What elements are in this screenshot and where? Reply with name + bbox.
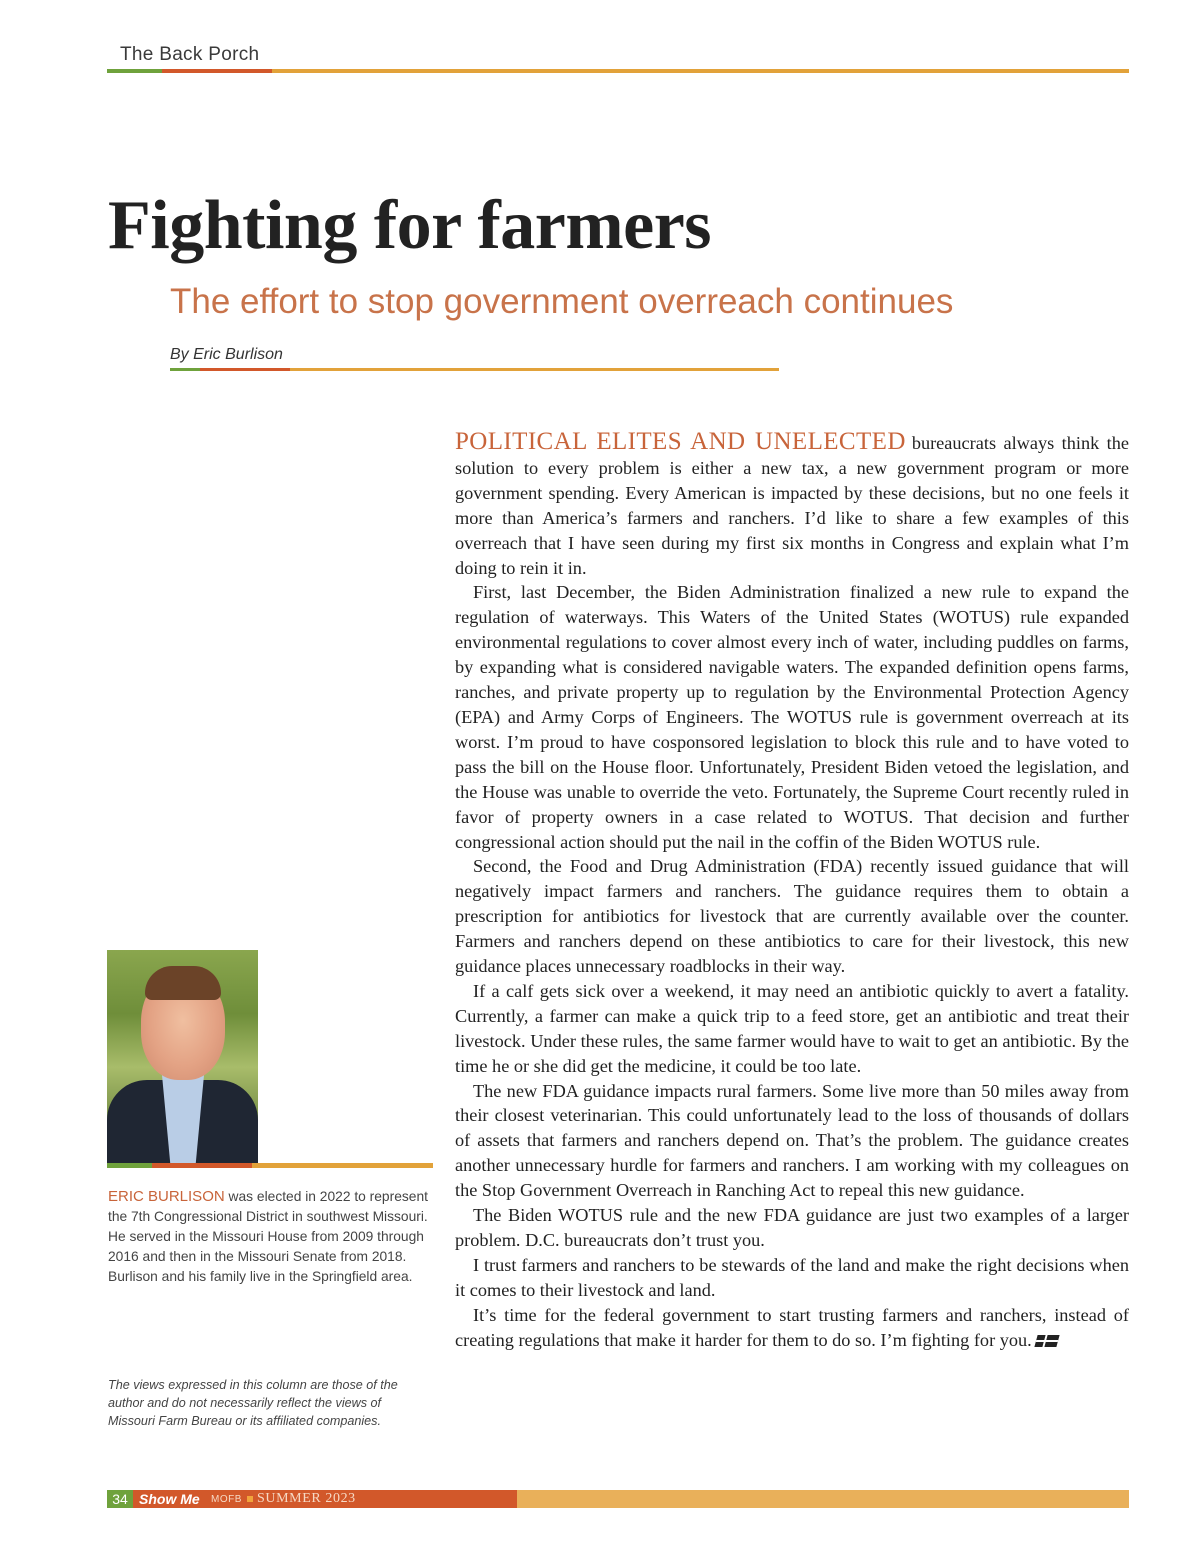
photo-rule <box>107 1163 433 1168</box>
paragraph-8-text: It’s time for the federal government to start trusting farmers and ranchers, instead of creating regulations that make it harder for them to do so. I’m fighting for you. <box>455 1304 1129 1350</box>
issue-label: SUMMER 2023 <box>257 1491 356 1506</box>
byline: By Eric Burlison <box>170 346 283 363</box>
byline-rule <box>170 368 779 371</box>
publisher: MOFB <box>211 1494 242 1505</box>
section-label: The Back Porch <box>120 44 260 65</box>
article-body <box>455 430 1129 1353</box>
magazine-name: Show Me <box>139 1491 200 1507</box>
header-rule <box>107 69 1129 73</box>
paragraph-6: The Biden WOTUS rule and the new FDA guidance are just two examples of a larger problem. D.C. bureaucrats don’t trust you. <box>455 1205 1129 1250</box>
paragraph-2: First, last December, the Biden Administration finalized a new rule to expand the regulation of waterways. This Waters of the United States (WOTUS) rule expanded environmental regulations to cover almost every inch of water, including puddles on farms, by expanding what is considered navigable waters. The expanded definition opens farms, ranches, and private property up to regulation by the Environmental Protection Agency (EPA) and Army Corps of Engineers. The WOTUS rule is government overreach at its worst. I’m proud to have cosponsored legislation to block this rule and to have voted to pass the bill on the House floor. Unfortunately, President Biden vetoed the legislation, and the House was unable to override the veto. Fortunately, the Supreme Court recently ruled in favor of property owners in a case related to WOTUS. That decision and further congressional action should put the nail in the coffin of the Biden WOTUS rule. <box>455 582 1129 852</box>
disclaimer: The views expressed in this column are those of the author and do not necessarily reflect the views of Missouri Farm Bureau or its affiliated companies. <box>108 1378 398 1428</box>
bio-name: ERIC BURLISON <box>108 1188 225 1205</box>
paragraph-3: Second, the Food and Drug Administration (FDA) recently issued guidance that will negatively impact farmers and ranchers. The guidance requires them to obtain a prescription for antibiotics for livestock that are currently available over the counter. Farmers and ranchers depend on these antibiotics to care for their livestock, this new guidance places unnecessary roadblocks in their way. <box>455 856 1129 977</box>
page-number: 34 <box>107 1490 133 1508</box>
article-title: Fighting for farmers <box>108 187 712 264</box>
paragraph-1-text: bureaucrats always think the solution to every problem is either a new tax, a new government program or more government spending. Every American is impacted by these decisions, but no one feels it more than America’s farmers and ranchers. I’d like to share a few examples of this overreach that I have seen during my first six months in Congress and explain what I’m doing to rein it in. <box>455 433 1129 578</box>
author-photo <box>107 950 258 1163</box>
paragraph-5: The new FDA guidance impacts rural farmers. Some live more than 50 miles away from their closest veterinarian. This could unfortunately lead to the loss of thousands of dollars of assets that farmers and ranchers depend on. That’s the problem. The guidance creates another unnecessary hurdle for farmers and ranchers. I am working with my colleagues on the Stop Government Overreach in Ranching Act to repeal this new guidance. <box>455 1080 1129 1201</box>
paragraph-7: I trust farmers and ranchers to be stewards of the land and make the right decisions when it comes to their livestock and land. <box>455 1254 1129 1300</box>
separator-square-icon <box>247 1496 253 1502</box>
footer-bar <box>107 1490 1129 1508</box>
farm-bureau-logo-icon <box>1034 1335 1059 1347</box>
paragraph-8 <box>455 1303 1129 1353</box>
paragraph-4: If a calf gets sick over a weekend, it may need an antibiotic quickly to avert a fatality. Currently, a farmer can make a quick trip to a feed store, get an antibiotic and treat their livestock. Under these rules, the same farmer would have to wait to get an antibiotic. By the time he or she did get the medicine, it could be too late. <box>455 980 1129 1076</box>
author-bio <box>108 1187 436 1287</box>
footer-magazine-block <box>133 1490 517 1508</box>
article-subtitle: The effort to stop government overreach continues <box>170 282 954 321</box>
paragraph-1 <box>455 430 1129 580</box>
lead-in: POLITICAL ELITES AND UNELECTED <box>455 428 906 455</box>
bio-text: was elected in 2022 to represent the 7th Congressional District in southwest Missouri. He served in the Missouri House from 2009 through 2016 and then in the Missouri Senate from 2018. Burlison and his family live in the Springfield area. <box>108 1189 428 1284</box>
